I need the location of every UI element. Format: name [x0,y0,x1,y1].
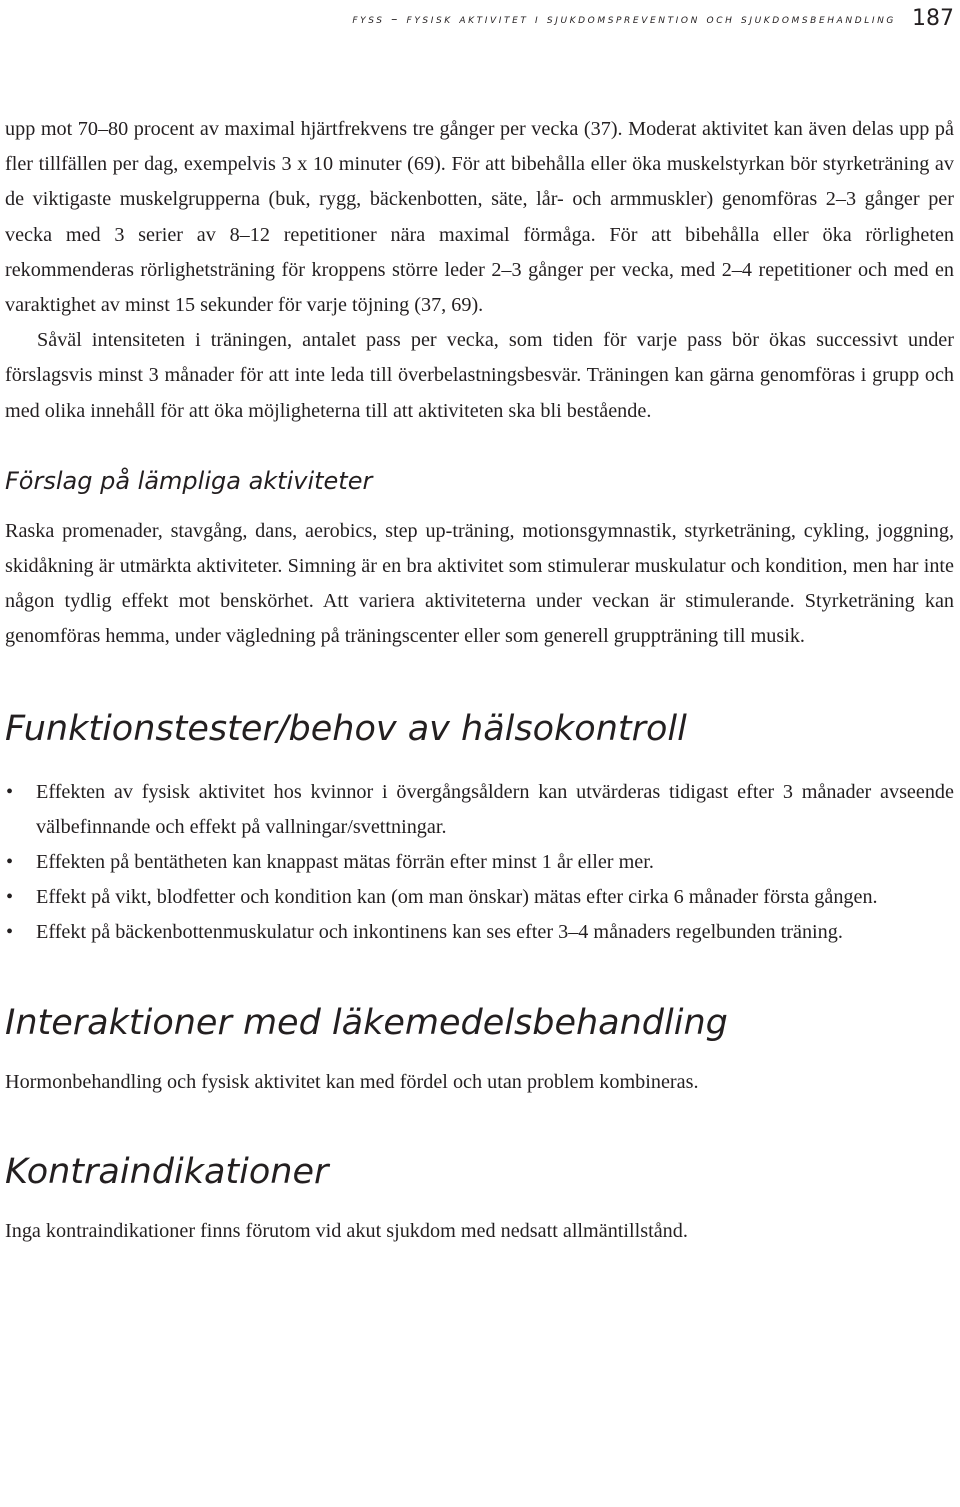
bullet-icon: • [6,780,14,803]
heading-function-tests: Funktionstester/behov av hälsokontroll [5,708,687,749]
bullet-icon: • [6,851,14,874]
interactions-paragraph: Hormonbehandling och fysisk aktivitet kan med fördel och utan problem kombineras. [5,1070,699,1093]
running-head [6,6,954,31]
contraindications-paragraph: Inga kontraindikationer finns förutom vid akut sjukdom med nedsatt allmäntillstånd. [5,1219,688,1242]
list-item-text: Effekt på bäckenbottenmuskulatur och inkontinens kan ses efter 3–4 månaders regelbunden träning. [36,921,843,944]
bullet-icon: • [6,886,14,909]
page-body [5,112,954,1249]
heading-interactions: Interaktioner med läkemedelsbehandling [5,1002,728,1043]
page-number: 187 [912,6,954,31]
list-item [5,775,954,845]
heading-contraindications: Kontraindikationer [5,1151,329,1192]
function-tests-list [5,775,954,951]
running-title: fyss – fysisk aktivitet i sjukdomsprevention och sjukdomsbehandling [352,11,896,26]
intro-paragraph-1: upp mot 70–80 procent av maximal hjärtfrekvens tre gånger per vecka (37). Moderat aktivitet kan även delas upp på fler tillfällen per dag, exempelvis 3 x 10 minuter (69). För att bibehålla eller öka muskelstyrkan bör styrketräning av de viktigaste muskelgrupperna (buk, rygg, bäckenbotten, säte, lår- och armmuskler) genomföras 2–3 gånger per vecka med 3 serier av 8–12 repetitioner nära maximal förmåga. För att bibehålla eller öka rörligheten rekommenderas rörlighetsträning för kroppens större leder 2–3 gånger per vecka, med 2–4 repetitioner och med en varaktighet av minst 15 sekunder för varje töjning (37, 69). [5,118,954,317]
list-item-text: Effekten av fysisk aktivitet hos kvinnor i övergångsåldern kan utvärderas tidigast efter 3 månader avseende välbefinnande och effekt på vallningar/svettningar. [36,780,954,838]
intro-paragraph-2: Såväl intensiteten i träningen, antalet pass per vecka, som tiden för varje pass bör ökas successivt under förslagsvis minst 3 månader för att inte leda till överbelastningsbesvär. Träningen kan gärna genomföras i grupp och med olika innehåll för att öka möjligheterna till att aktiviteten ska bli bestående. [5,329,954,422]
heading-activities: Förslag på lämpliga aktiviteter [5,466,373,495]
bullet-icon: • [6,921,14,944]
activities-paragraph: Raska promenader, stavgång, dans, aerobics, step up-träning, motionsgymnastik, styrketräning, cykling, joggning, skidåkning är utmärkta aktiviteter. Simning är en bra aktivitet som stimulerar muskulatur och kondition, men har inte någon tydlig effekt mot benskörhet. Att variera aktiviteterna under veckan är stimulerande. Styrketräning kan genomföras hemma, under vägledning på träningscenter eller som generell gruppträning till musik. [5,519,954,648]
list-item-text: Effekten på bentätheten kan knappast mätas förrän efter minst 1 år eller mer. [36,851,654,874]
list-item [5,915,954,950]
list-item [5,845,954,880]
list-item [5,880,954,915]
list-item-text: Effekt på vikt, blodfetter och kondition kan (om man önskar) mätas efter cirka 6 månader första gången. [36,886,878,909]
